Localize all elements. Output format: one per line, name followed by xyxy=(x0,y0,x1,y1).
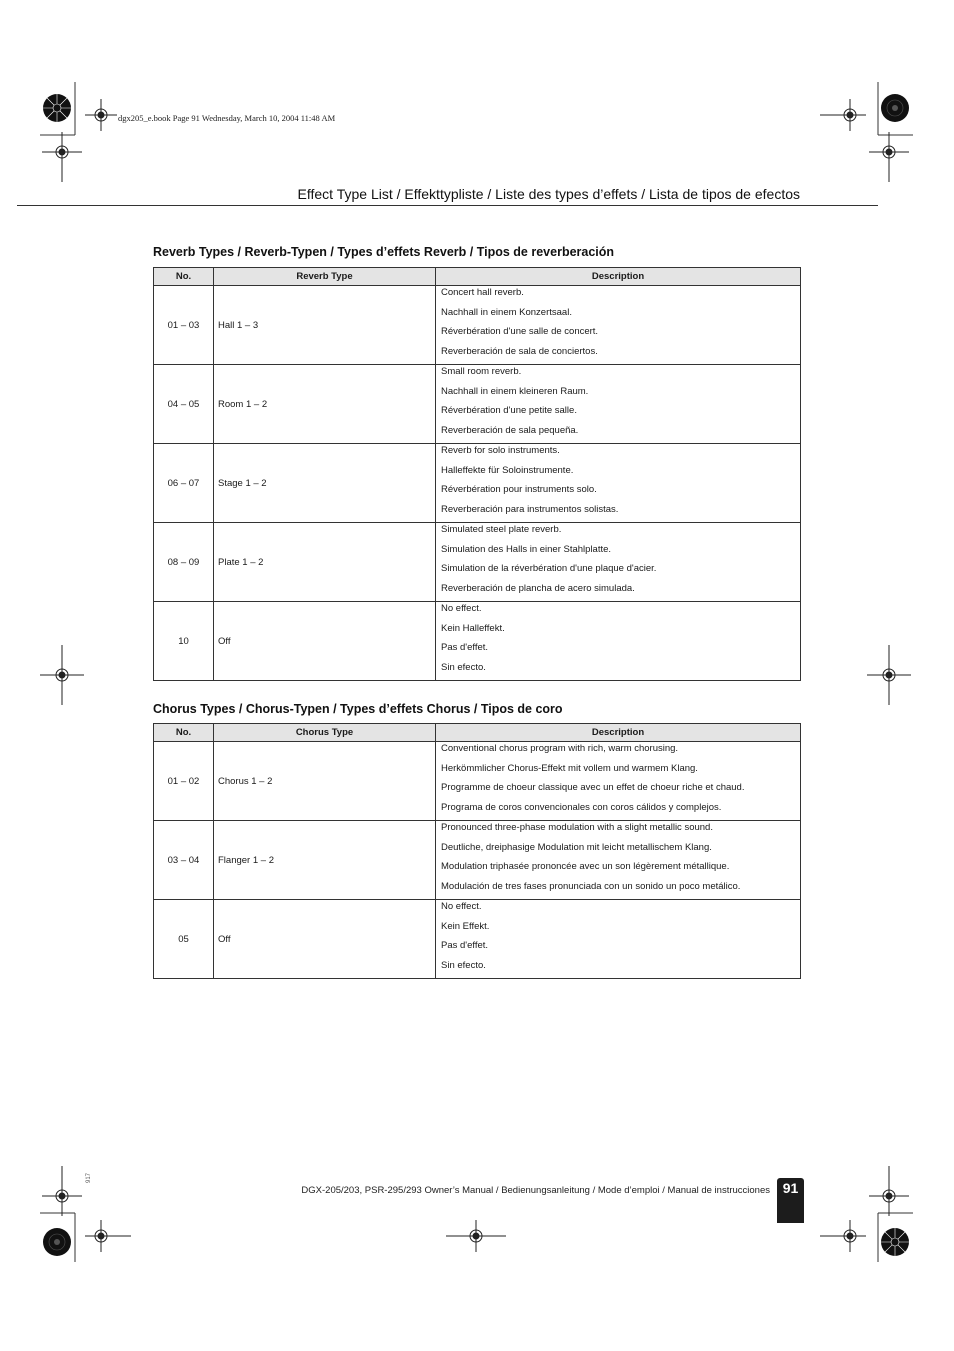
description-cell xyxy=(436,444,801,523)
table-row xyxy=(154,742,801,821)
table-row xyxy=(154,821,801,900)
table-row xyxy=(154,286,801,365)
file-info: dgx205_e.book Page 91 Wednesday, March 10, 2004 11:48 AM xyxy=(118,113,336,123)
page-title: Effect Type List / Effekttypliste / Liste des types d’effets / Lista de tipos de efectos xyxy=(297,186,800,202)
description-cell xyxy=(436,900,801,979)
effect-type-name: Off xyxy=(214,602,436,681)
col-header-description: Description xyxy=(436,724,801,742)
table-row xyxy=(154,365,801,444)
description-cell xyxy=(436,523,801,602)
description-line: Reverberación de sala de conciertos. xyxy=(441,345,598,357)
description-line: Reverb for solo instruments. xyxy=(441,445,560,456)
description-line: Programa de coros convencionales con coros cálidos y complejos. xyxy=(441,801,722,813)
col-header-type: Chorus Type xyxy=(214,724,436,742)
description-line: Modulación de tres fases pronunciada con un sonido un poco metálico. xyxy=(441,880,741,892)
description-line: No effect. xyxy=(441,901,482,912)
row-number: 01 – 03 xyxy=(154,286,214,365)
description-cell xyxy=(436,602,801,681)
description-line: Pas d'effet. xyxy=(441,940,489,951)
description-line: Modulation triphasée prononcée avec un son légèrement métallique. xyxy=(441,861,730,872)
table-header-row xyxy=(154,724,801,742)
row-number: 10 xyxy=(154,602,214,681)
effect-type-name: Plate 1 – 2 xyxy=(214,523,436,602)
col-header-no: No. xyxy=(154,268,214,286)
chorus-section-title: Chorus Types / Chorus-Typen / Types d’effets Chorus / Tipos de coro xyxy=(153,702,563,716)
description-line: Kein Halleffekt. xyxy=(441,622,505,634)
row-number: 08 – 09 xyxy=(154,523,214,602)
description-line: No effect. xyxy=(441,603,482,614)
effect-type-name: Chorus 1 – 2 xyxy=(214,742,436,821)
description-line: Réverbération d'une salle de concert. xyxy=(441,326,599,337)
effect-type-name: Flanger 1 – 2 xyxy=(214,821,436,900)
description-line: Réverbération pour instruments solo. xyxy=(441,484,597,495)
table-header-row xyxy=(154,268,801,286)
description-cell xyxy=(436,742,801,821)
side-code: 917 xyxy=(86,1172,92,1183)
table-row xyxy=(154,900,801,979)
description-line: Pas d'effet. xyxy=(441,642,489,653)
row-number: 01 – 02 xyxy=(154,742,214,821)
description-cell xyxy=(436,365,801,444)
reverb-table xyxy=(153,267,801,681)
description-line: Reverberación de sala pequeña. xyxy=(441,424,579,436)
description-line: Halleffekte für Soloinstrumente. xyxy=(441,464,574,476)
description-line: Conventional chorus program with rich, warm chorusing. xyxy=(441,743,679,754)
description-line: Reverberación de plancha de acero simulada. xyxy=(441,582,635,594)
description-line: Deutliche, dreiphasige Modulation mit leicht metallischem Klang. xyxy=(441,841,712,853)
effect-type-name: Off xyxy=(214,900,436,979)
description-line: Réverbération d'une petite salle. xyxy=(441,405,577,416)
col-header-type: Reverb Type xyxy=(214,268,436,286)
description-line: Programme de choeur classique avec un effet de choeur riche et chaud. xyxy=(441,782,745,793)
table-row xyxy=(154,523,801,602)
description-cell xyxy=(436,286,801,365)
row-number: 05 xyxy=(154,900,214,979)
effect-type-name: Stage 1 – 2 xyxy=(214,444,436,523)
row-number: 04 – 05 xyxy=(154,365,214,444)
description-line: Simulation de la réverbération d'une plaque d'acier. xyxy=(441,563,657,574)
description-line: Kein Effekt. xyxy=(441,920,490,932)
col-header-description: Description xyxy=(436,268,801,286)
description-line: Reverberación para instrumentos solistas. xyxy=(441,503,619,515)
description-line: Simulated steel plate reverb. xyxy=(441,524,562,535)
description-line: Sin efecto. xyxy=(441,661,486,673)
footer-manual-title: DGX-205/203, PSR-295/293 Owner’s Manual / Bedienungsanleitung / Mode d’emploi / Manual de instrucciones xyxy=(301,1185,770,1196)
row-number: 06 – 07 xyxy=(154,444,214,523)
table-row xyxy=(154,444,801,523)
description-line: Pronounced three-phase modulation with a slight metallic sound. xyxy=(441,822,713,833)
description-line: Simulation des Halls in einer Stahlplatte. xyxy=(441,543,612,555)
row-number: 03 – 04 xyxy=(154,821,214,900)
description-line: Herkömmlicher Chorus-Effekt mit vollem und warmem Klang. xyxy=(441,762,698,774)
page-number: 91 xyxy=(782,1180,799,1196)
col-header-no: No. xyxy=(154,724,214,742)
description-line: Sin efecto. xyxy=(441,959,486,971)
description-line: Nachhall in einem Konzertsaal. xyxy=(441,306,572,318)
table-row xyxy=(154,602,801,681)
description-line: Small room reverb. xyxy=(441,366,522,377)
description-line: Concert hall reverb. xyxy=(441,287,524,298)
description-cell xyxy=(436,821,801,900)
reverb-section-title: Reverb Types / Reverb-Typen / Types d’effets Reverb / Tipos de reverberación xyxy=(153,245,615,259)
chorus-table xyxy=(153,723,801,979)
effect-type-name: Hall 1 – 3 xyxy=(214,286,436,365)
description-line: Nachhall in einem kleineren Raum. xyxy=(441,385,589,397)
title-rule xyxy=(17,205,878,206)
effect-type-name: Room 1 – 2 xyxy=(214,365,436,444)
